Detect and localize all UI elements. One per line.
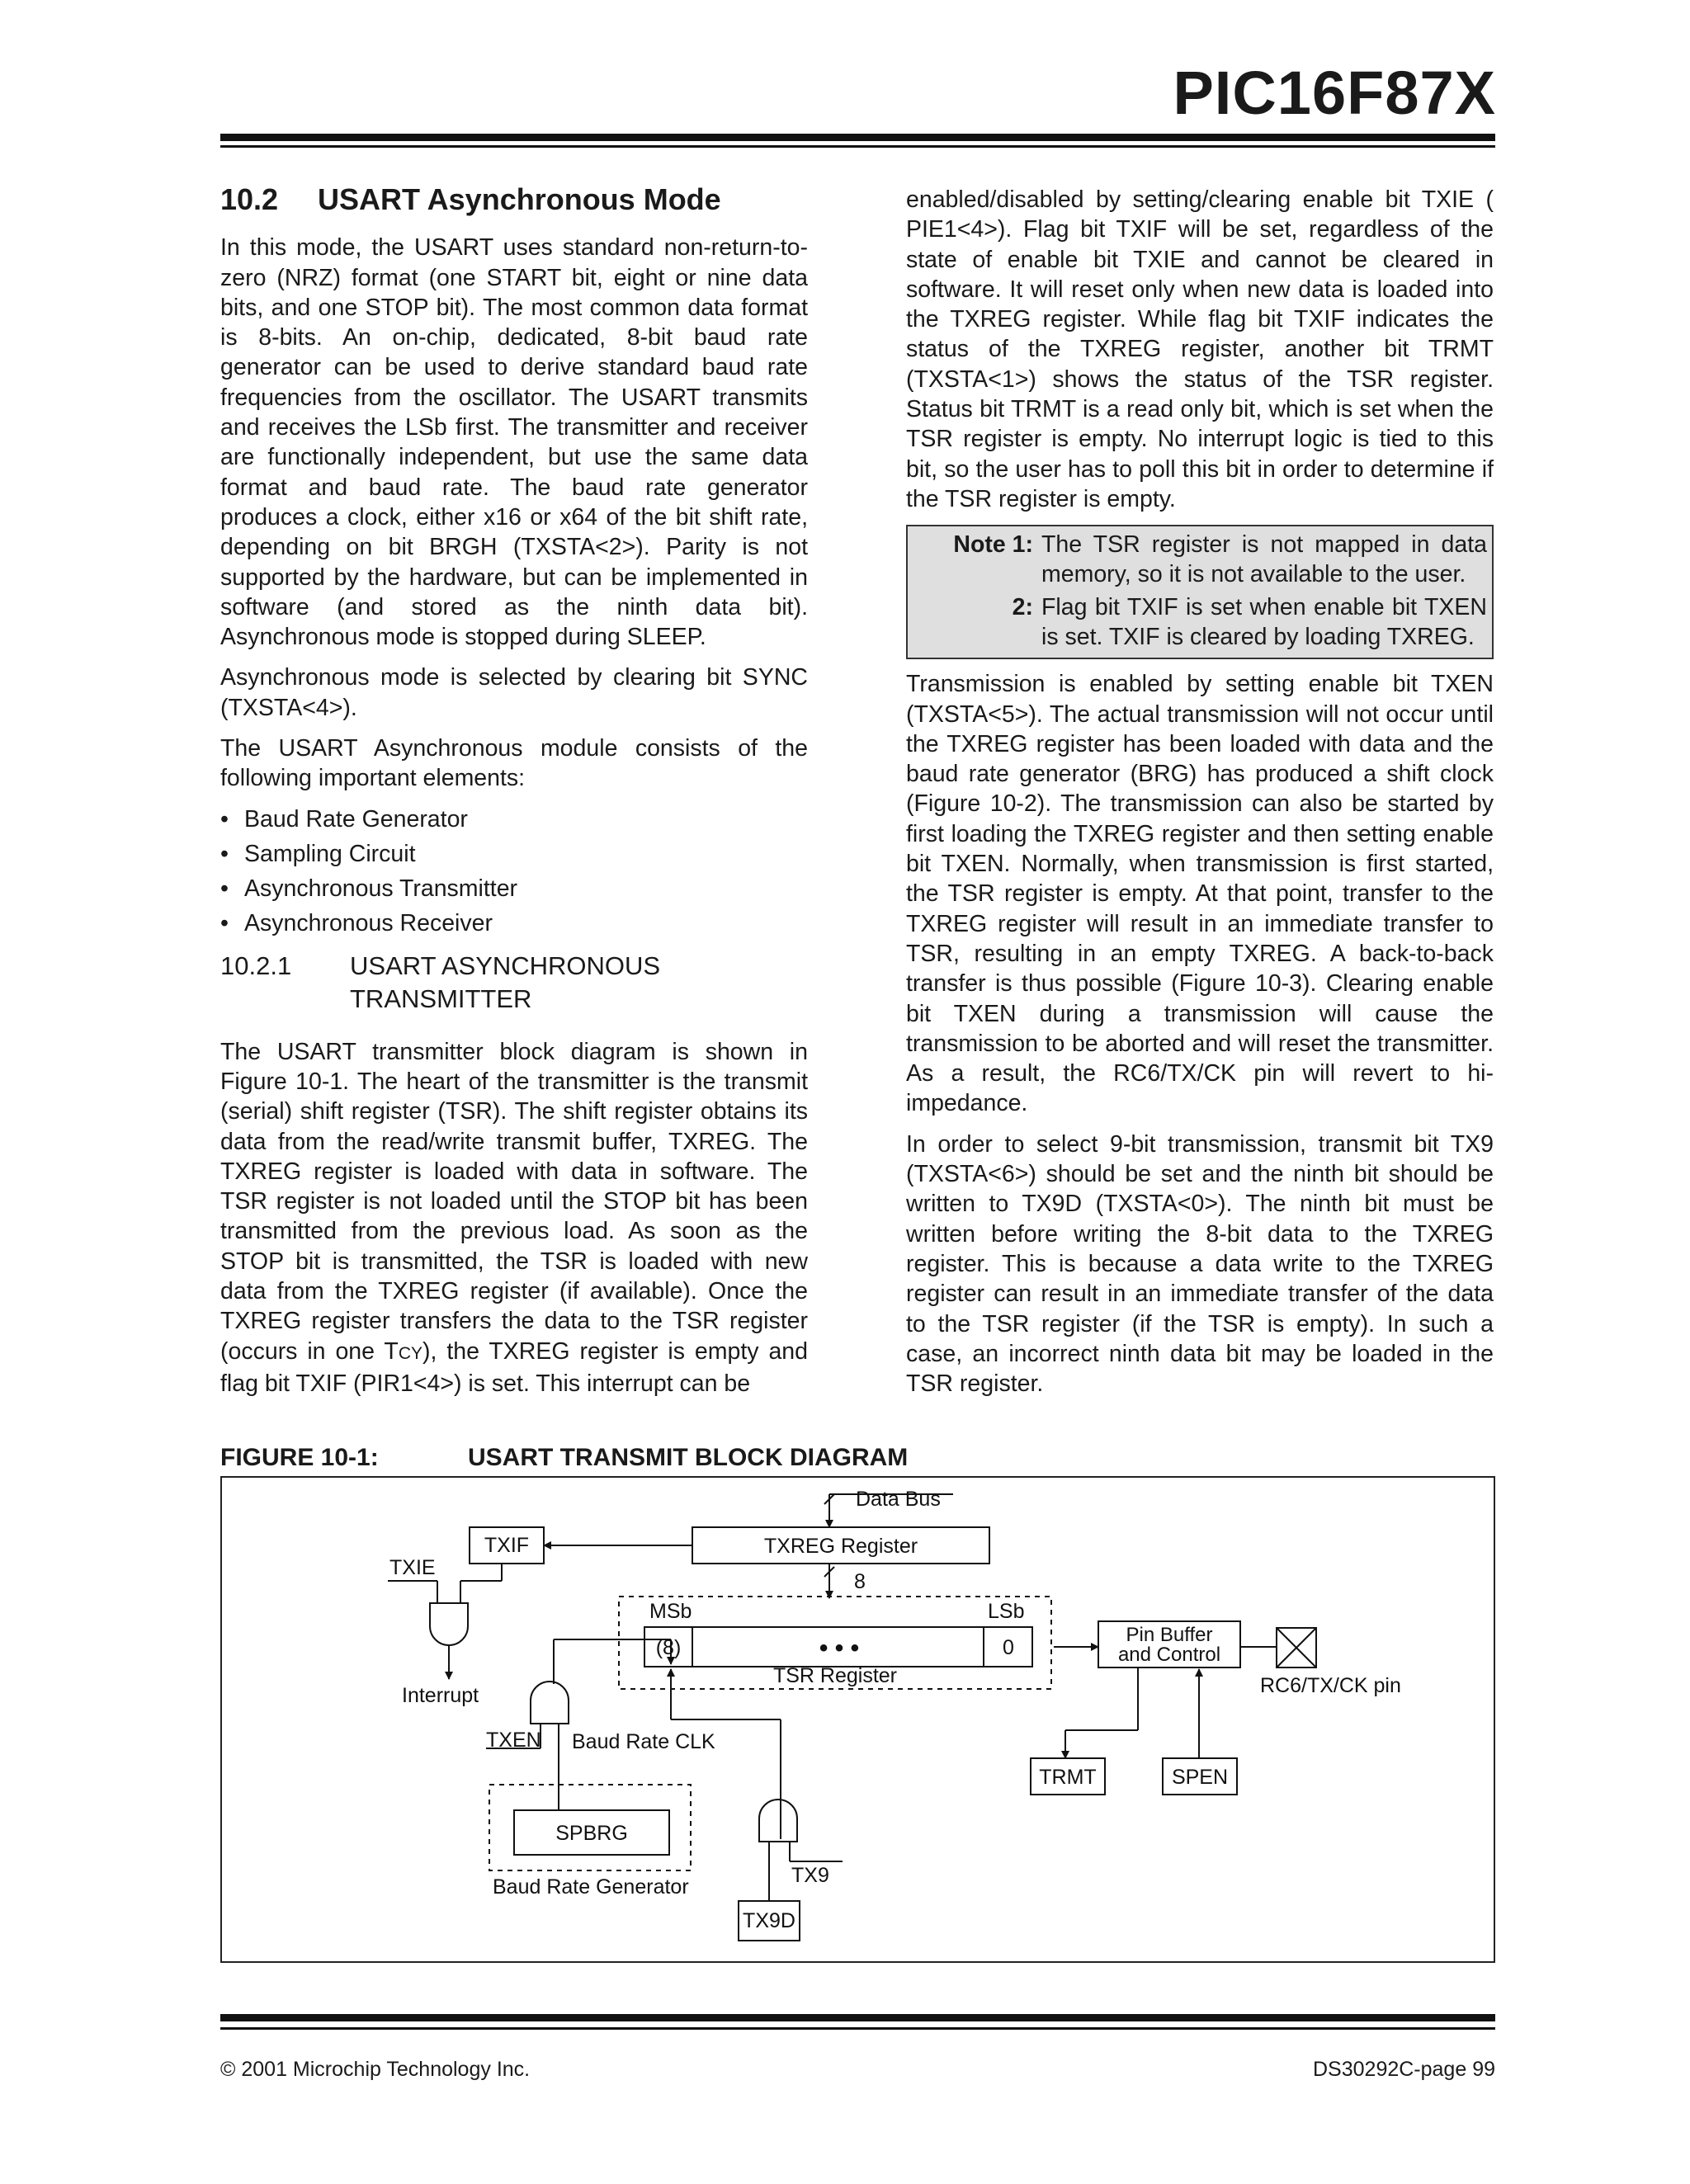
tcy-subscript: CY <box>398 1343 423 1363</box>
tsr-dots: • • • <box>819 1634 860 1662</box>
paragraph: enabled/disabled by setting/clearing enable bit TXIE ( PIE1<4>). Flag bit TXIF will be set, regardless of the state of enable bit TXIE and cannot be cleared in software. It will reset only when new data is loaded into the TXREG register. While flag bit TXIF indicates the status of the TXREG register, another bit TRMT (TXSTA<1>) shows the status of the TSR register. Status bit TRMT is a read only bit, which is set when the TSR register is empty. No interrupt logic is tied to this bit, so the user has to poll this bit in order to determine if the TSR register is empty. <box>906 186 1494 512</box>
note-text: Flag bit TXIF is set when enable bit TXEN is set. TXIF is cleared by loading TXREG. <box>1041 594 1487 651</box>
note-item <box>918 592 1487 652</box>
note-label: Note 1: <box>953 531 1033 559</box>
document-title: PIC16F87X <box>1173 59 1496 127</box>
list-item: • Asynchronous Receiver <box>220 908 808 938</box>
tsr-low-bit: 0 <box>1003 1636 1014 1659</box>
bus-width-label: 8 <box>854 1570 866 1593</box>
tsr-register-label: TSR Register <box>772 1664 898 1687</box>
pin-name-label: RC6/TX/CK pin <box>1260 1674 1401 1697</box>
txen-label: TXEN <box>486 1729 541 1752</box>
section-number: 10.2 <box>220 182 279 216</box>
note-box <box>906 525 1494 659</box>
copyright: © 2001 Microchip Technology Inc. <box>220 2058 531 2081</box>
note-item <box>918 530 1487 589</box>
lsb-label: LSb <box>988 1600 1025 1623</box>
txif-label: TXIF <box>484 1534 530 1557</box>
left-column <box>220 182 808 1409</box>
paragraph-text: The USART transmitter block diagram is shown in Figure 10-1. The heart of the transmitter is the transmit (serial) shift register (TSR). The shift register obtains its data from the read/write transmit buffer, TXREG. The TXREG register is loaded with data in software. The TSR register is not loaded until the STOP bit has been transmitted from the previous load. As soon as the STOP bit is transmitted, the TSR is loaded with new data from the TXREG register (if available). Once the TXREG register transfers the data to the TSR register (occurs in one T <box>220 1038 808 1365</box>
interrupt-and-gate <box>430 1603 468 1645</box>
txie-label: TXIE <box>389 1556 436 1579</box>
footer-rule-thin <box>220 2027 1495 2030</box>
header-rule-thin <box>220 145 1495 148</box>
interrupt-label: Interrupt <box>402 1684 479 1707</box>
list-item: • Asynchronous Transmitter <box>220 874 808 903</box>
figure-caption <box>220 1444 908 1472</box>
footer-rule-thick <box>220 2014 1495 2021</box>
header-rule-thick <box>220 134 1495 141</box>
tx9-and-gate <box>759 1800 797 1842</box>
paragraph-text: ), the TXREG register is empty and flag bit TXIF (PIR1<4>) is set. This interrupt can be <box>220 1337 808 1397</box>
pin-buffer-label: Pin Buffer <box>1126 1624 1213 1646</box>
usart-transmit-block-diagram <box>220 1476 1495 1963</box>
spbrg-label: SPBRG <box>555 1822 628 1845</box>
note-label: 2: <box>1012 594 1033 621</box>
subsection-title: USART ASYNCHRONOUS TRANSMITTER <box>350 950 661 1013</box>
paragraph: In order to select 9-bit transmission, transmit bit TX9 (TXSTA<6>) should be set and the ninth bit should be written to TX9D (TXSTA<0>). The ninth bit must be written before writing the 8-bit data to the TXREG register. This is because a data write to the TXREG register can result in an immediate transfer of the data to the TSR register (if the TSR is empty). In such a case, an incorrect ninth data bit may be loaded in the TSR register. <box>906 1130 1494 1398</box>
paragraph: In this mode, the USART uses standard non-return-to-zero (NRZ) format (one START bit, eight or nine data bits, and one STOP bit). The most common data format is 8-bits. An on-chip, dedicated, 8-bit baud rate generator can be used to derive standard baud rate frequencies from the oscillator. The USART transmits and receives the LSb first. The transmitter and receiver are functionally independent, but use the same data format and baud rate. The baud rate generator produces a clock, either x16 or x64 of the bit shift rate, depending on bit BRGH (TXSTA<2>). Parity is not supported by the hardware, but can be implemented in software (and stored as the ninth data bit). Asynchronous mode is stopped during SLEEP. <box>220 234 808 651</box>
figure-title: USART TRANSMIT BLOCK DIAGRAM <box>468 1444 909 1471</box>
data-bus-label: Data Bus <box>856 1488 941 1511</box>
paragraph: Asynchronous mode is selected by clearing bit SYNC (TXSTA<4>). <box>220 664 808 721</box>
tx9-label: TX9 <box>791 1864 829 1887</box>
figure-number: FIGURE 10-1: <box>220 1444 379 1471</box>
txreg-label: TXREG Register <box>763 1535 918 1558</box>
tsr-high-bit: (8) <box>655 1636 682 1659</box>
subsection-number: 10.2.1 <box>220 950 292 980</box>
pin-buffer-label: and Control <box>1117 1644 1221 1666</box>
trmt-label: TRMT <box>1039 1766 1097 1789</box>
section-title: USART Asynchronous Mode <box>318 182 721 216</box>
page-number: DS30292C-page 99 <box>1313 2058 1495 2081</box>
msb-label: MSb <box>649 1600 692 1623</box>
paragraph: The USART Asynchronous module consists of the following important elements: <box>220 735 808 792</box>
element-list <box>220 804 808 938</box>
list-item: • Baud Rate Generator <box>220 804 808 834</box>
baud-gen-label: Baud Rate Generator <box>493 1875 689 1899</box>
paragraph <box>220 1037 808 1399</box>
note-text: The TSR register is not mapped in data memory, so it is not available to the user. <box>1041 531 1487 588</box>
tx9d-label: TX9D <box>743 1909 795 1932</box>
baud-clk-and-gate <box>531 1682 569 1724</box>
section-heading <box>220 182 808 216</box>
list-item: • Sampling Circuit <box>220 839 808 869</box>
subsection-heading <box>220 950 808 1016</box>
spen-label: SPEN <box>1171 1766 1229 1789</box>
right-column <box>906 185 1494 1409</box>
baud-clk-label: Baud Rate CLK <box>572 1730 715 1753</box>
paragraph: Transmission is enabled by setting enable bit TXEN (TXSTA<5>). The actual transmission will not occur until the TXREG register has been loaded with data and the baud rate generator (BRG) has produced a shift clock (Figure 10-2). The transmission can also be started by first loading the TXREG register and then setting enable bit TXEN. Normally, when transmission is first started, the TSR register is empty. At that point, transfer to the TXREG register will result in an immediate transfer to TSR, resulting in an empty TXREG. A back-to-back transfer is thus possible (Figure 10-3). Clearing enable bit TXEN during a transmission will cause the transmission to be aborted and will reset the transmitter. As a result, the RC6/TX/CK pin will revert to hi-impedance. <box>906 671 1494 1117</box>
